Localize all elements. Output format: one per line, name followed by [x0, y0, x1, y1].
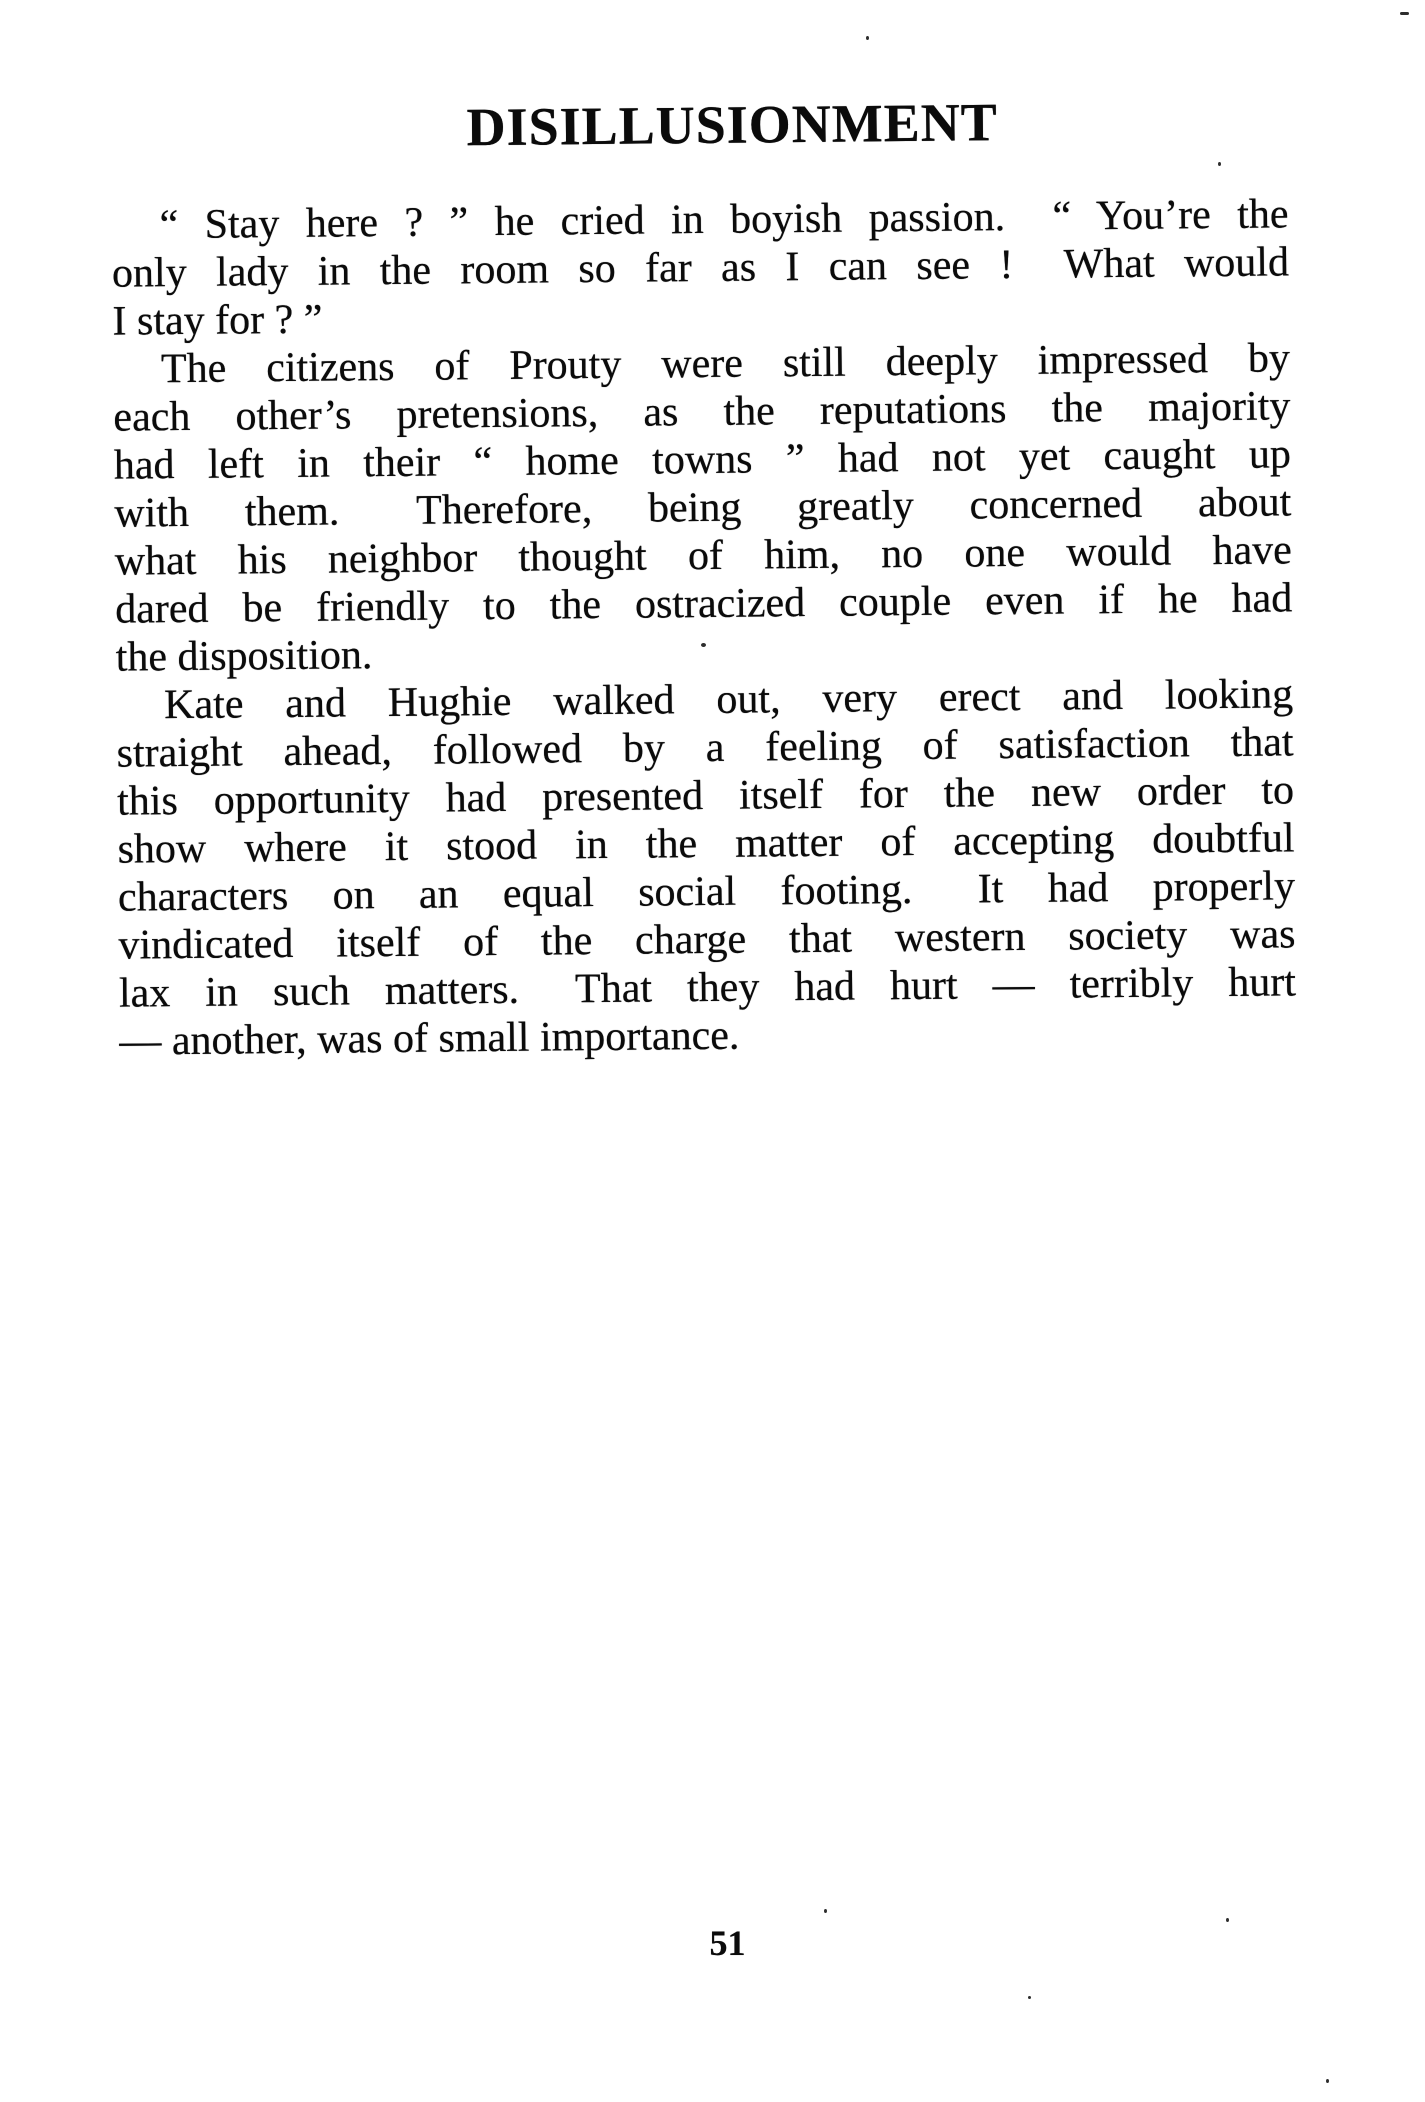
scan-speck: [1218, 162, 1221, 166]
text-line: The citizens of Prouty were still deeply impressed by: [160, 335, 1291, 393]
text-line: with them. Therefore, being greatly concerned about: [114, 479, 1292, 537]
text-line: vindicated itself of the charge that western society was: [118, 911, 1296, 969]
text-line: this opportunity had presented itself for the new order to: [116, 767, 1295, 825]
scan-speck: [866, 36, 869, 40]
text-line: “ Stay here ? ” he cried in boyish passion. “ You’re the: [159, 191, 1289, 249]
text-line: dared be friendly to the ostracized couple even if he had: [115, 575, 1293, 633]
text-line: what his neighbor thought of him, no one would have: [114, 527, 1292, 585]
body-text: [111, 190, 1296, 1065]
text-line: each other’s pretensions, as the reputations the majority: [113, 383, 1291, 441]
scan-speck: [824, 1909, 827, 1913]
text-line: the disposition.: [115, 632, 373, 681]
scan-speck: [1326, 2079, 1329, 2083]
text-line: only lady in the room so far as I can see ! What would: [111, 239, 1290, 297]
text-line: — another, was of small importance.: [119, 1012, 740, 1065]
text-line: show where it stood in the matter of accepting doubtful: [117, 815, 1295, 873]
scan-speck: [1028, 1996, 1031, 1999]
text-line: Kate and Hughie walked out, very erect and looking: [163, 671, 1294, 729]
text-line: straight ahead, followed by a feeling of satisfaction that: [116, 719, 1294, 777]
text-line: characters on an equal social footing. It had properly: [117, 863, 1296, 921]
scan-speck: [1400, 12, 1409, 15]
page-number: 51: [709, 1923, 746, 1963]
text-line: I stay for ? ”: [112, 296, 323, 345]
scan-speck: [1226, 1918, 1229, 1922]
scan-speck: [701, 643, 706, 647]
text-line: lax in such matters. That they had hurt — terribly hurt: [118, 959, 1297, 1017]
text-line: had left in their “ home towns ” had not yet caught up: [113, 431, 1292, 489]
page-title: DISILLUSIONMENT: [466, 92, 998, 158]
page-content: [110, 92, 1296, 1065]
